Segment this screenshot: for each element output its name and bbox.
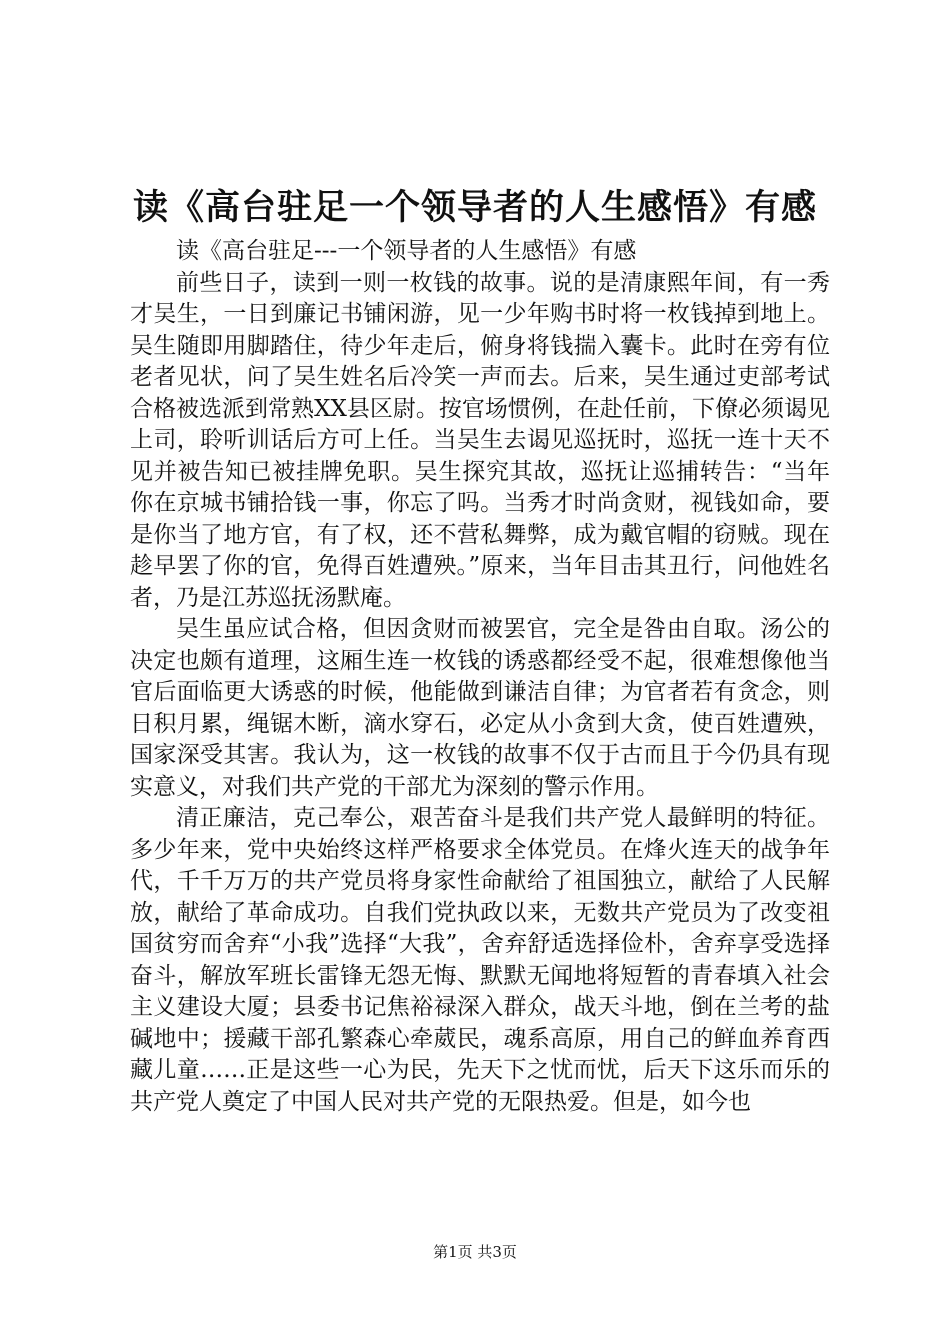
document-subtitle: 读《高台驻足---一个领导者的人生感悟》有感: [176, 238, 637, 264]
paragraph-2: 吴生虽应试合格，但因贪财而被罢官，完全是咎由自取。汤公的决定也颇有道理，这厢生连一枚钱的诱惑都经受不起，很难想像他当官后面临更大诱惑的时候，他能做到谦洁自律；为官者若有贪念，则日积月累，绳锯木断，滴水穿石，必定从小贪到大贪，使百姓遭殃，国家深受其害。我认为，这一枚钱的故事不仅于古而且于今仍具有现实意义，对我们共产党的干部尤为深刻的警示作用。: [130, 616, 830, 800]
paragraph-3: 清正廉洁，克己奉公，艰苦奋斗是我们共产党人最鲜明的特征。多少年来，党中央始终这样严格要求全体党员。在烽火连天的战争年代，千千万万的共产党员将身家性命献给了祖国独立，献给了人民解放，献给了革命成功。自我们党执政以来，无数共产党员为了改变祖国贫穷而舍弃“小我”选择“大我”，舍弃舒适选择俭朴，舍弃享受选择奋斗，解放军班长雷锋无怨无悔、默默无闻地将短暂的青春填入社会主义建设大厦；县委书记焦裕禄深入群众，战天斗地，倒在兰考的盐碱地中；援藏干部孔繁森心牵葳民，魂系高原，用自己的鲜血养育西藏儿童……正是这些一心为民，先天下之忧而忧，后天下这乐而乐的共产党人奠定了中国人民对共产党的无限热爱。但是，如今也: [130, 805, 830, 1115]
page-number-footer: 第1页 共3页: [433, 1243, 517, 1261]
document-title: 读《高台驻足一个领导者的人生感悟》有感: [132, 187, 817, 228]
paragraph-1: 前些日子，读到一则一枚钱的故事。说的是清康熙年间，有一秀才吴生，一日到廉记书铺闲游，见一少年购书时将一枚钱掉到地上。吴生随即用脚踏住，待少年走后，俯身将钱揣入囊卡。此时在旁有位老者见状，问了吴生姓名后冷笑一声而去。后来，吴生通过吏部考试合格被选派到常熟XX县区尉。按官场惯例，在赴任前，下僚必须谒见上司，聆听训话后方可上任。当吴生去谒见巡抚时，巡抚一连十天不见并被告知已被挂牌免职。吴生探究其故，巡抚让巡捕转告：“当年你在京城书铺拾钱一事，你忘了吗。当秀才时尚贪财，视钱如命，要是你当了地方官，有了权，还不营私舞弊，成为戴官帽的窃贼。现在趁早罢了你的官，免得百姓遭殃。”原来，当年目击其丑行，问他姓名者，乃是江苏巡抚汤默庵。: [130, 269, 830, 611]
document-body: [130, 236, 830, 1118]
